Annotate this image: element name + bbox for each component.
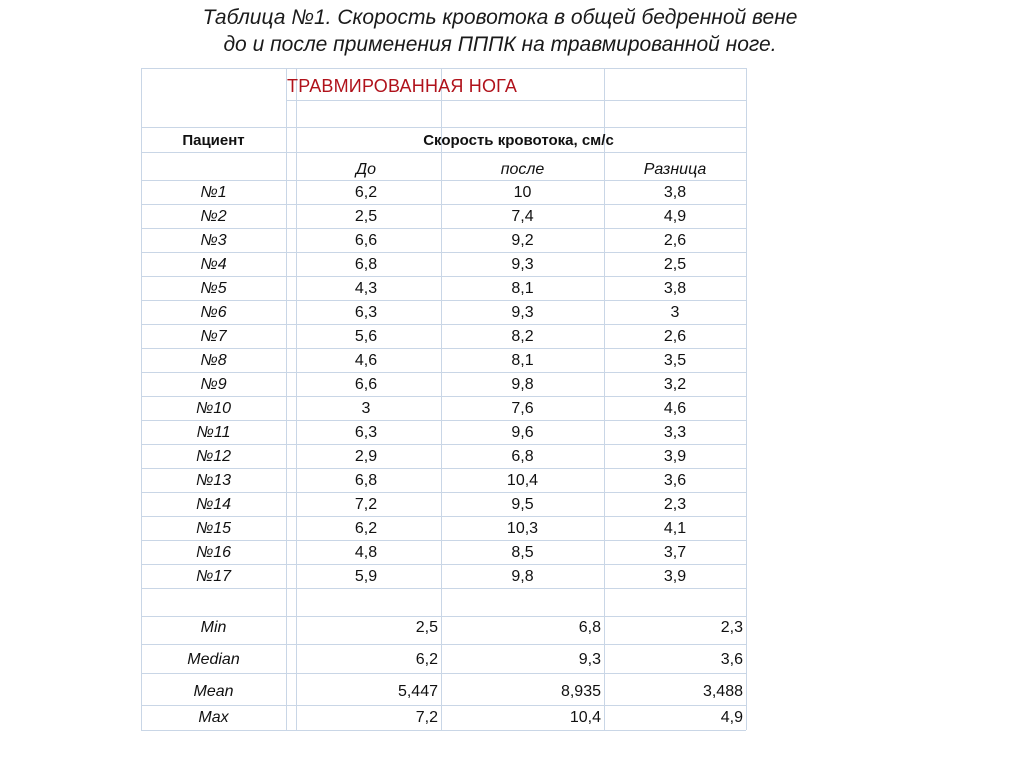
value-difference: 3,3 (663, 424, 687, 441)
value-difference: 4,1 (663, 520, 687, 537)
value-before: 6,2 (354, 184, 378, 201)
grid-line-horizontal (141, 324, 746, 325)
value-before: 6,3 (354, 304, 378, 321)
velocity-header: Скорость кровотока, см/с (423, 132, 614, 149)
value-before: 5,9 (354, 568, 378, 585)
value-before: 3 (361, 400, 371, 417)
value-difference: 3,9 (663, 568, 687, 585)
patient-id: №14 (195, 496, 232, 513)
value-after: 7,6 (511, 400, 534, 417)
patient-id: №2 (200, 208, 227, 225)
grid-line-horizontal (141, 564, 746, 565)
grid-line-horizontal (141, 468, 746, 469)
caption-line-2: до и после применения ПППК на травмированной ноге. (223, 33, 777, 56)
value-after: 9,6 (511, 424, 534, 441)
grid-line-horizontal (141, 204, 746, 205)
value-difference: 3,8 (663, 280, 687, 297)
patient-header: Пациент (182, 132, 245, 149)
grid-line-vertical (746, 68, 747, 730)
patient-id: №8 (200, 352, 227, 369)
stat-after: 8,935 (560, 683, 601, 700)
grid-line-horizontal (141, 444, 746, 445)
grid-line-horizontal (141, 420, 746, 421)
stat-before: 5,447 (397, 683, 438, 700)
grid-line-horizontal (141, 228, 746, 229)
value-difference: 3,9 (663, 448, 687, 465)
spreadsheet-table (141, 68, 746, 730)
stat-difference: 4,9 (720, 709, 743, 726)
value-after: 10,3 (506, 520, 539, 537)
value-difference: 4,9 (663, 208, 687, 225)
patient-id: №7 (200, 328, 227, 345)
grid-line-horizontal (141, 705, 746, 706)
subheader-difference: Разница (643, 161, 707, 178)
stat-after: 9,3 (578, 651, 601, 668)
value-before: 4,6 (354, 352, 378, 369)
stat-label: Mean (193, 683, 234, 700)
value-difference: 3,2 (663, 376, 687, 393)
value-after: 9,3 (511, 304, 534, 321)
stat-before: 7,2 (415, 709, 438, 726)
grid-line-horizontal (141, 588, 746, 589)
subheader-before: До (355, 161, 377, 178)
patient-id: №12 (195, 448, 232, 465)
value-difference: 2,6 (663, 328, 687, 345)
value-difference: 3,8 (663, 184, 687, 201)
value-before: 4,3 (354, 280, 378, 297)
stat-after: 10,4 (569, 709, 601, 726)
table-caption (0, 4, 1000, 58)
value-after: 6,8 (511, 448, 534, 465)
grid-line-horizontal (141, 616, 746, 617)
grid-line-horizontal (141, 300, 746, 301)
stat-before: 2,5 (415, 619, 438, 636)
stat-label: Max (198, 709, 229, 726)
value-after: 7,4 (511, 208, 534, 225)
grid-line-horizontal (141, 180, 746, 181)
value-difference: 4,6 (663, 400, 687, 417)
value-after: 8,5 (511, 544, 534, 561)
grid-line-horizontal (141, 673, 746, 674)
value-before: 6,2 (354, 520, 378, 537)
value-before: 6,3 (354, 424, 378, 441)
value-before: 2,9 (354, 448, 378, 465)
subheader-after: после (500, 161, 545, 178)
patient-id: №11 (196, 424, 231, 441)
value-difference: 3,6 (663, 472, 687, 489)
value-before: 5,6 (354, 328, 378, 345)
stat-after: 6,8 (578, 619, 601, 636)
value-difference: 3,5 (663, 352, 687, 369)
value-after: 9,2 (511, 232, 534, 249)
value-after: 8,1 (511, 280, 534, 297)
value-difference: 3 (670, 304, 680, 321)
value-after: 9,8 (511, 568, 534, 585)
patient-id: №3 (200, 232, 227, 249)
value-after: 9,8 (511, 376, 534, 393)
grid-line-horizontal (141, 540, 746, 541)
value-before: 6,6 (354, 376, 378, 393)
stat-label: Median (187, 651, 240, 668)
value-after: 10 (513, 184, 532, 201)
grid-line-horizontal (141, 644, 746, 645)
value-before: 7,2 (354, 496, 378, 513)
grid-line-horizontal (141, 68, 746, 69)
stat-before: 6,2 (415, 651, 438, 668)
value-after: 8,2 (511, 328, 534, 345)
value-difference: 2,6 (663, 232, 687, 249)
grid-line-horizontal (141, 252, 746, 253)
patient-id: №1 (200, 184, 227, 201)
value-after: 9,3 (511, 256, 534, 273)
patient-id: №9 (200, 376, 227, 393)
stat-difference: 3,6 (720, 651, 743, 668)
patient-id: №13 (195, 472, 232, 489)
grid-line-horizontal (286, 100, 746, 101)
value-before: 6,8 (354, 472, 378, 489)
value-before: 6,6 (354, 232, 378, 249)
grid-line-horizontal (141, 127, 746, 128)
stat-label: Min (200, 619, 227, 636)
patient-id: №5 (200, 280, 227, 297)
value-difference: 3,7 (663, 544, 687, 561)
grid-line-horizontal (141, 372, 746, 373)
stat-difference: 3,488 (702, 683, 743, 700)
value-difference: 2,5 (663, 256, 687, 273)
patient-id: №17 (195, 568, 232, 585)
stat-difference: 2,3 (720, 619, 743, 636)
grid-line-vertical (286, 68, 287, 730)
patient-id: №16 (195, 544, 232, 561)
value-before: 2,5 (354, 208, 378, 225)
grid-line-horizontal (141, 492, 746, 493)
value-after: 10,4 (506, 472, 539, 489)
caption-line-1: Таблица №1. Скорость кровотока в общей бедренной вене (202, 6, 798, 29)
patient-id: №10 (195, 400, 232, 417)
grid-line-horizontal (141, 516, 746, 517)
value-after: 9,5 (511, 496, 534, 513)
patient-id: №4 (200, 256, 227, 273)
section-title: ТРАВМИРОВАННАЯ НОГА (287, 76, 518, 96)
patient-id: №6 (200, 304, 227, 321)
grid-line-horizontal (141, 730, 746, 731)
value-before: 4,8 (354, 544, 378, 561)
patient-id: №15 (195, 520, 232, 537)
value-before: 6,8 (354, 256, 378, 273)
value-difference: 2,3 (663, 496, 687, 513)
grid-line-horizontal (141, 152, 746, 153)
value-after: 8,1 (511, 352, 534, 369)
grid-line-horizontal (141, 276, 746, 277)
grid-line-horizontal (141, 348, 746, 349)
grid-line-horizontal (141, 396, 746, 397)
